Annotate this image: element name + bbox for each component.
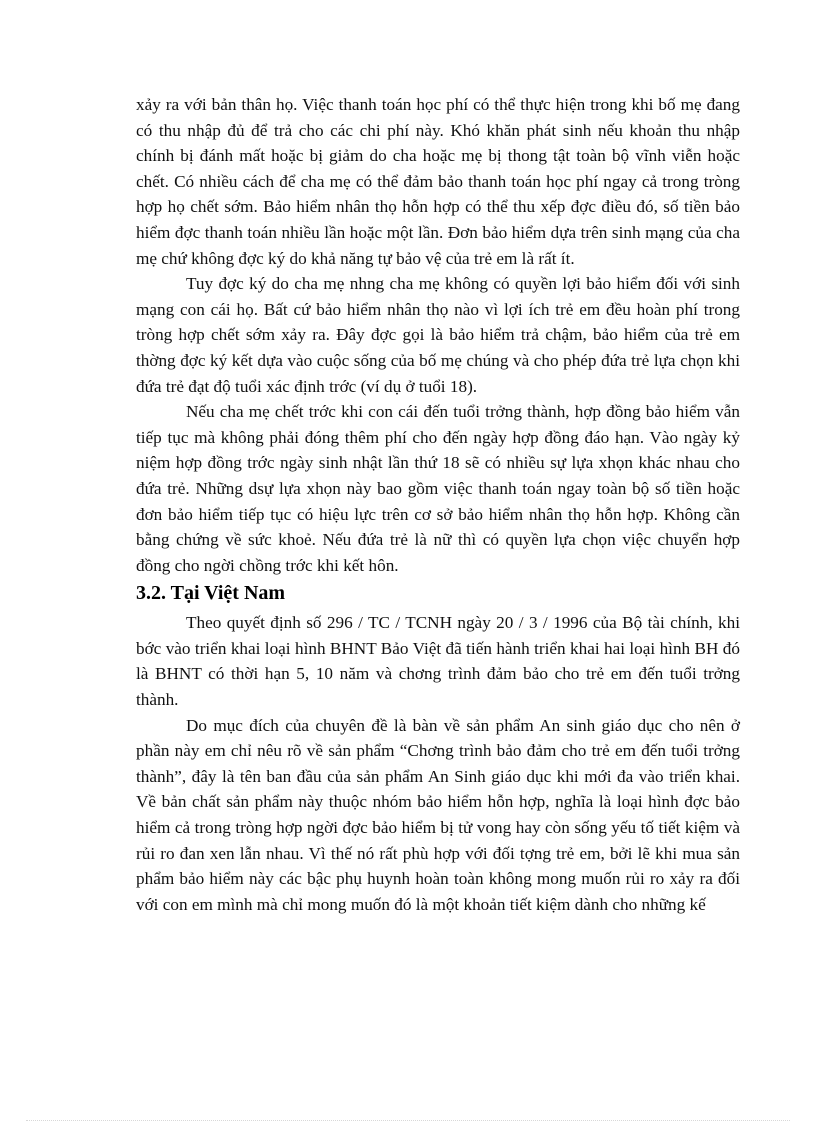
section-heading: 3.2. Tại Việt Nam <box>136 582 286 605</box>
paragraph-3: Nếu cha mẹ chết trớc khi con cái đến tuổi trởng thành, hợp đồng bảo hiểm vẫn tiếp tục mà không phải đóng thêm phí cho đến ngày hợp đồng đáo hạn. Vào ngày kỷ niệm hợp đồng trớc ngày sinh nhật lần thứ 18 sẽ có nhiều sự lựa xhọn khác nhau cho đứa trẻ. Những dsự lựa xhọn này bao gồm việc thanh toán ngay toàn bộ số tiền hoặc đơn bảo hiểm tiếp tục có hiệu lực trên cơ sở bảo hiểm nhân thọ hỗn hợp. Không cần bằng chứng về sức khoẻ. Nếu đứa trẻ là nữ thì có quyền lựa chọn việc chuyển hợp đồng cho ngời chồng trớc khi kết hôn. <box>136 402 740 575</box>
page-bottom-divider <box>26 1120 790 1121</box>
paragraph-2: Tuy đợc ký do cha mẹ nhng cha mẹ không có quyền lợi bảo hiểm đối với sinh mạng con cái họ. Bất cứ bảo hiểm nhân thọ nào vì lợi ích trẻ em đều hoàn phí trong tròng hợp chết sớm xảy ra. Đây đợc gọi là bảo hiểm trả chậm, bảo hiểm của trẻ em thờng đợc ký kết dựa vào cuộc sống của bố mẹ chúng và cho phép đứa trẻ lựa chọn khi đứa trẻ đạt độ tuổi xác định trớc (ví dụ ở tuổi 18). <box>136 274 740 396</box>
paragraph-5: Do mục đích của chuyên đề là bàn về sản phẩm An sinh giáo dục cho nên ở phần này em chỉ nêu rõ về sản phẩm “Chơng trình bảo đảm cho trẻ em đến tuổi trởng thành”, đây là tên ban đầu của sản phẩm An Sinh giáo dục khi mới đa vào triển khai. Về bản chất sản phẩm này thuộc nhóm bảo hiểm hỗn hợp, nghĩa là loại hình đợc bảo hiểm cả trong tròng hợp ngời đợc bảo hiểm bị tử vong hay còn sống yếu tố tiết kiệm và rủi ro đan xen lẫn nhau. Vì thế nó rất phù hợp với đối tợng trẻ em, bởi lẽ khi mua sản phẩm bảo hiểm này các bậc phụ huynh hoàn toàn không mong muốn rủi ro xảy ra đối với con em mình mà chỉ mong muốn đó là một khoản tiết kiệm dành cho những kế <box>136 715 740 914</box>
paragraph-4: Theo quyết định số 296 / TC / TCNH ngày 20 / 3 / 1996 của Bộ tài chính, khi bớc vào triển khai loại hình BHNT Bảo Việt đã tiến hành triển khai hai loại hình BH đó là BHNT có thời hạn 5, 10 năm và chơng trình đảm bảo cho trẻ em đến tuổi trởng thành. <box>136 613 740 710</box>
paragraph-1: xảy ra với bản thân họ. Việc thanh toán học phí có thể thực hiện trong khi bố mẹ đang có thu nhập đủ để trả cho các chi phí này. Khó khăn phát sinh nếu khoản thu nhập chính bị đánh mất hoặc bị giảm do cha hoặc mẹ bị thong tật toàn bộ vĩnh viễn hoặc chết. Có nhiều cách để cha mẹ có thể đảm bảo thanh toán học phí ngay cả trong tròng hợp họ chết sớm. Bảo hiểm nhân thọ hỗn hợp có thể thu xếp đợc điều đó, số tiền bảo hiểm đợc thanh toán nhiều lần hoặc một lần. Đơn bảo hiểm dựa trên sinh mạng của cha mẹ chứ không đợc ký do khả năng tự bảo vệ của trẻ em là rất ít. <box>136 95 740 268</box>
document-body <box>136 92 740 917</box>
